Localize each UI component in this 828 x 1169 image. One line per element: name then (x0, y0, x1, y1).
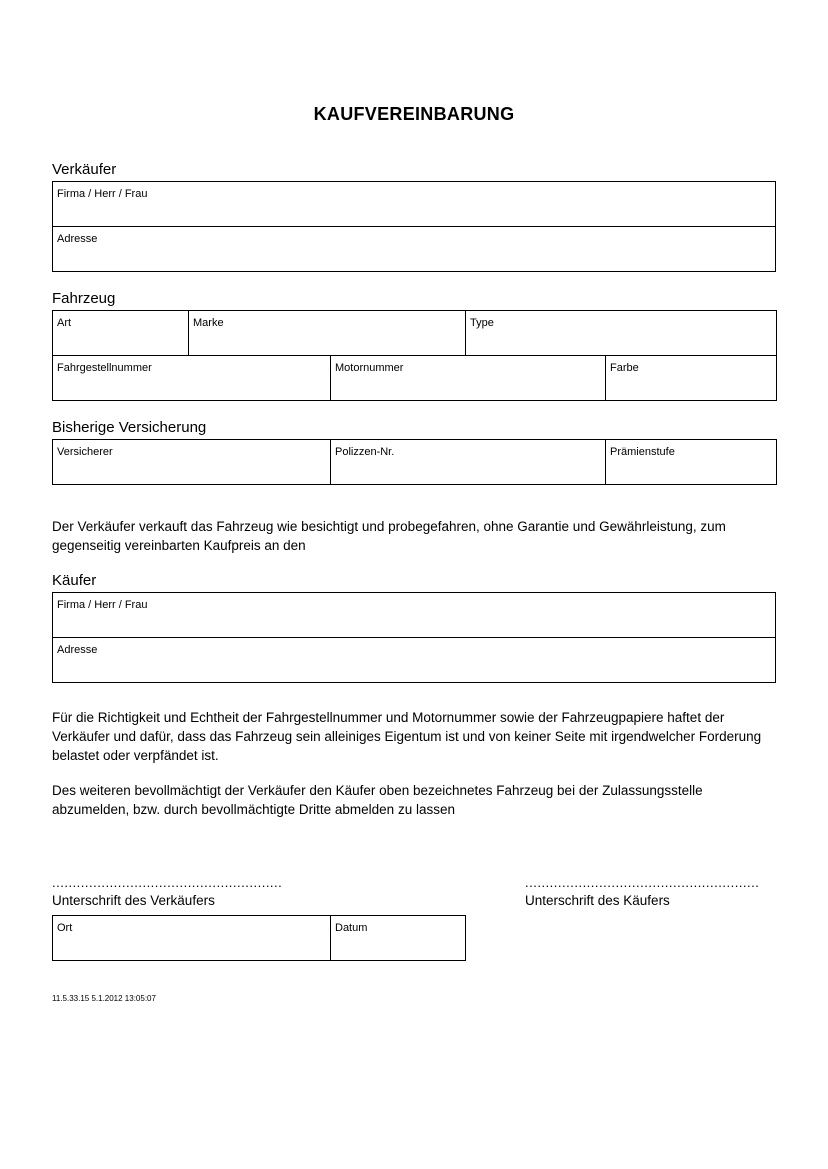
buyer-table (52, 592, 776, 683)
seller-heading: Verkäufer (52, 161, 117, 178)
vehicle-table-row2 (52, 355, 777, 401)
vehicle-art-field[interactable] (53, 311, 189, 356)
vehicle-table-row1 (52, 310, 777, 356)
insurance-versicherer-label: Versicherer (57, 446, 113, 458)
insurance-polizzen-field[interactable] (331, 440, 606, 485)
document-title: KAUFVEREINBARUNG (313, 104, 515, 124)
vehicle-farbe-field[interactable] (606, 356, 777, 401)
datum-label: Datum (335, 922, 368, 934)
document-footer-stamp: 11.5.33.15 5.1.2012 13:05:07 (52, 994, 156, 1003)
paragraph-warranty: Für die Richtigkeit und Echtheit der Fahrgestellnummer und Motornummer sowie der Fahrzeugpapiere haftet der Verkäufer und dafür, dass das Fahrzeug sein alleiniges Eigentum ist und von keiner Seite mit irgendwelcher Forderung belastet oder verpfändet ist. (52, 710, 762, 763)
vehicle-art-label: Art (57, 317, 72, 329)
place-date-table (52, 915, 466, 961)
ort-label: Ort (57, 922, 73, 934)
seller-name-field[interactable] (53, 182, 776, 227)
insurance-praemienstufe-field[interactable] (606, 440, 777, 485)
buyer-signature-block (525, 876, 759, 908)
vehicle-marke-field[interactable] (189, 311, 466, 356)
vehicle-motornummer-label: Motornummer (335, 362, 404, 374)
buyer-name-label: Firma / Herr / Frau (57, 599, 148, 611)
seller-name-label: Firma / Herr / Frau (57, 188, 148, 200)
datum-field[interactable] (331, 916, 466, 961)
signature-row (52, 876, 776, 912)
buyer-address-field[interactable] (53, 638, 776, 683)
vehicle-fahrgestellnummer-field[interactable] (53, 356, 331, 401)
insurance-table (52, 439, 777, 485)
vehicle-heading: Fahrzeug (52, 290, 116, 307)
vehicle-farbe-label: Farbe (610, 362, 639, 374)
vehicle-type-label: Type (470, 317, 494, 329)
insurance-heading: Bisherige Versicherung (52, 419, 207, 436)
seller-address-label: Adresse (57, 233, 98, 245)
insurance-versicherer-field[interactable] (53, 440, 331, 485)
seller-signature-block (52, 876, 282, 908)
vehicle-marke-label: Marke (193, 317, 224, 329)
seller-signature-line[interactable]: ........................................................ (52, 875, 283, 890)
vehicle-motornummer-field[interactable] (331, 356, 606, 401)
insurance-polizzen-label: Polizzen-Nr. (335, 446, 395, 458)
seller-address-field[interactable] (53, 227, 776, 272)
buyer-heading: Käufer (52, 572, 97, 589)
buyer-name-field[interactable] (53, 593, 776, 638)
buyer-signature-line[interactable]: ......................................................... (525, 875, 760, 890)
paragraph-authorization: Des weiteren bevollmächtigt der Verkäufer den Käufer oben bezeichnetes Fahrzeug bei der Zulassungsstelle abzumelden, bzw. durch bevollmächtigte Dritte abmelden zu lassen (52, 783, 703, 817)
ort-field[interactable] (53, 916, 331, 961)
seller-signature-label: Unterschrift des Verkäufers (52, 893, 215, 908)
insurance-praemienstufe-label: Prämienstufe (610, 446, 675, 458)
seller-table (52, 181, 776, 272)
buyer-address-label: Adresse (57, 644, 98, 656)
buyer-signature-label: Unterschrift des Käufers (525, 893, 670, 908)
vehicle-type-field[interactable] (466, 311, 777, 356)
paragraph-sale: Der Verkäufer verkauft das Fahrzeug wie besichtigt und probegefahren, ohne Garantie und Gewährleistung, zum gegenseitig vereinbarten Kaufpreis an den (52, 519, 726, 553)
vehicle-fahrgestellnummer-label: Fahrgestellnummer (57, 362, 152, 374)
